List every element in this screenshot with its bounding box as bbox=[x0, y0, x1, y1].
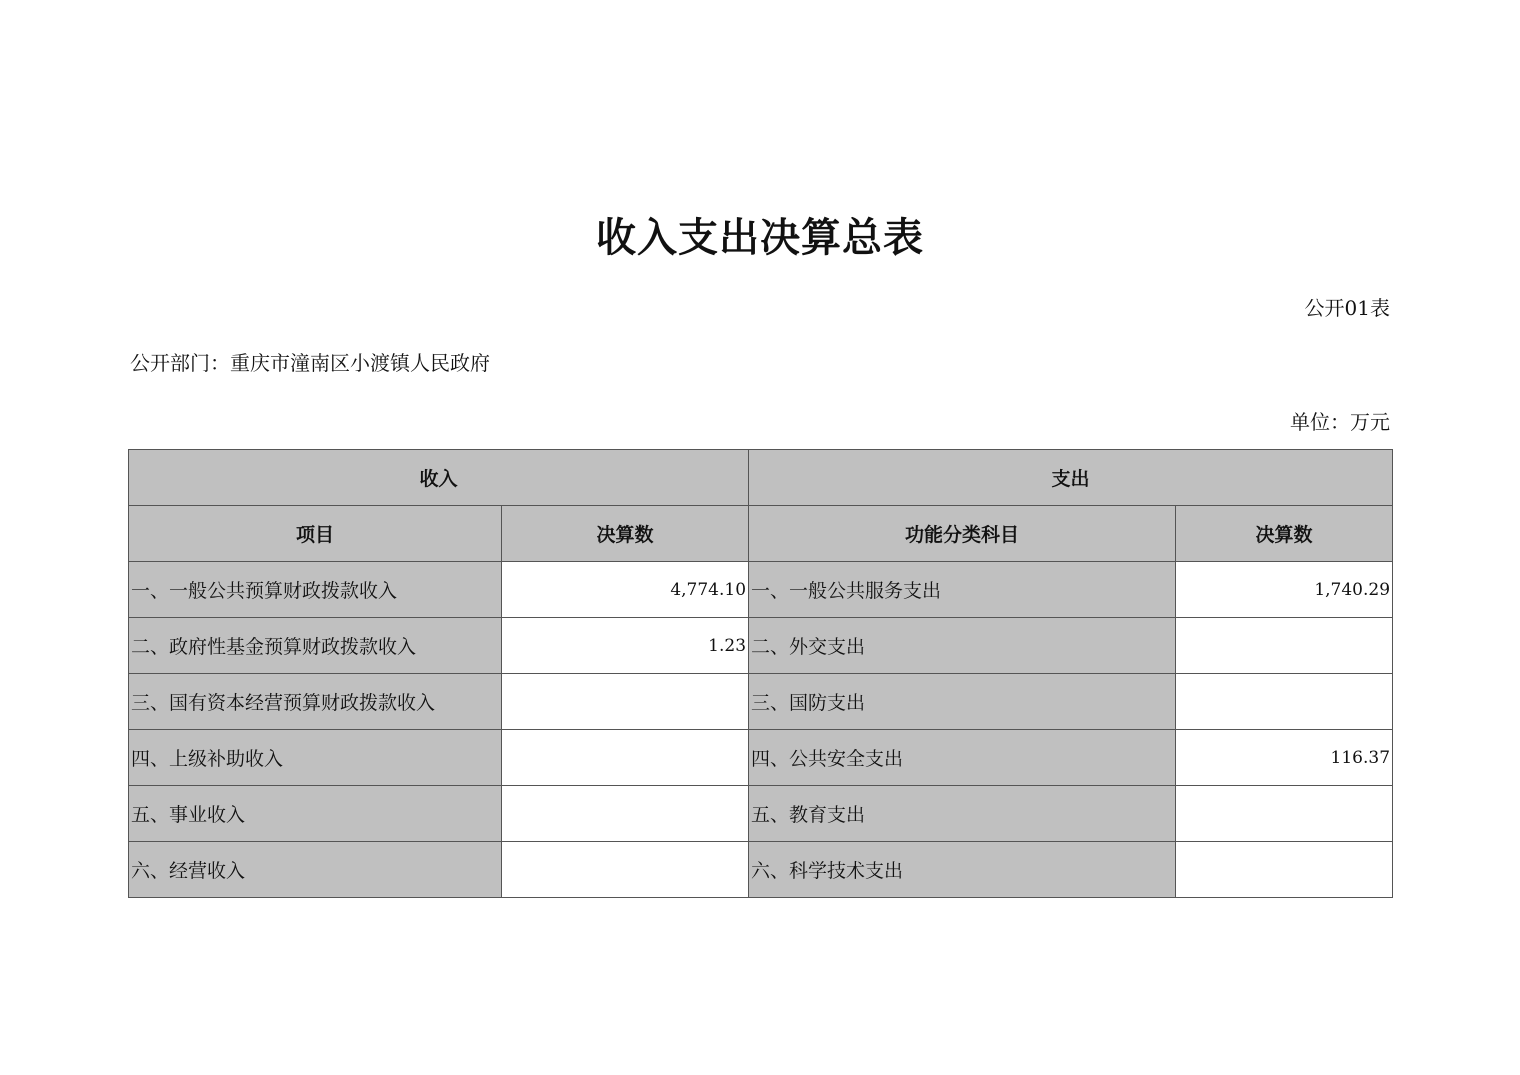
income-amount bbox=[502, 842, 749, 898]
col-expense-amount-header: 决算数 bbox=[1176, 506, 1393, 562]
form-number: 公开01表 bbox=[1304, 296, 1390, 320]
column-header-row bbox=[129, 506, 1393, 562]
table-row bbox=[129, 562, 1393, 618]
page-title: 收入支出决算总表 bbox=[596, 215, 924, 261]
group-header-row bbox=[129, 450, 1393, 506]
col-function-header: 功能分类科目 bbox=[749, 506, 1176, 562]
income-amount bbox=[502, 674, 749, 730]
table-row bbox=[129, 786, 1393, 842]
expense-header: 支出 bbox=[749, 450, 1393, 506]
income-amount bbox=[502, 730, 749, 786]
col-income-amount-header: 决算数 bbox=[502, 506, 749, 562]
income-item: 一、一般公共预算财政拨款收入 bbox=[129, 562, 502, 618]
expense-item: 三、国防支出 bbox=[749, 674, 1176, 730]
expense-item: 一、一般公共服务支出 bbox=[749, 562, 1176, 618]
expense-amount bbox=[1176, 842, 1393, 898]
col-item-header: 项目 bbox=[129, 506, 502, 562]
expense-amount bbox=[1176, 674, 1393, 730]
table-row bbox=[129, 730, 1393, 786]
income-item: 四、上级补助收入 bbox=[129, 730, 502, 786]
income-amount: 4,774.10 bbox=[502, 562, 749, 618]
expense-item: 四、公共安全支出 bbox=[749, 730, 1176, 786]
income-expense-table bbox=[128, 449, 1393, 898]
expense-amount: 116.37 bbox=[1176, 730, 1393, 786]
expense-item: 二、外交支出 bbox=[749, 618, 1176, 674]
income-amount: 1.23 bbox=[502, 618, 749, 674]
table-row bbox=[129, 842, 1393, 898]
expense-item: 六、科学技术支出 bbox=[749, 842, 1176, 898]
expense-amount: 1,740.29 bbox=[1176, 562, 1393, 618]
income-amount bbox=[502, 786, 749, 842]
expense-amount bbox=[1176, 618, 1393, 674]
unit-label: 单位：万元 bbox=[1290, 410, 1390, 434]
income-item: 二、政府性基金预算财政拨款收入 bbox=[129, 618, 502, 674]
expense-item: 五、教育支出 bbox=[749, 786, 1176, 842]
expense-amount bbox=[1176, 786, 1393, 842]
table-row bbox=[129, 674, 1393, 730]
income-item: 六、经营收入 bbox=[129, 842, 502, 898]
table-row bbox=[129, 618, 1393, 674]
income-header: 收入 bbox=[129, 450, 749, 506]
income-item: 三、国有资本经营预算财政拨款收入 bbox=[129, 674, 502, 730]
income-item: 五、事业收入 bbox=[129, 786, 502, 842]
department-label: 公开部门：重庆市潼南区小渡镇人民政府 bbox=[130, 351, 490, 375]
